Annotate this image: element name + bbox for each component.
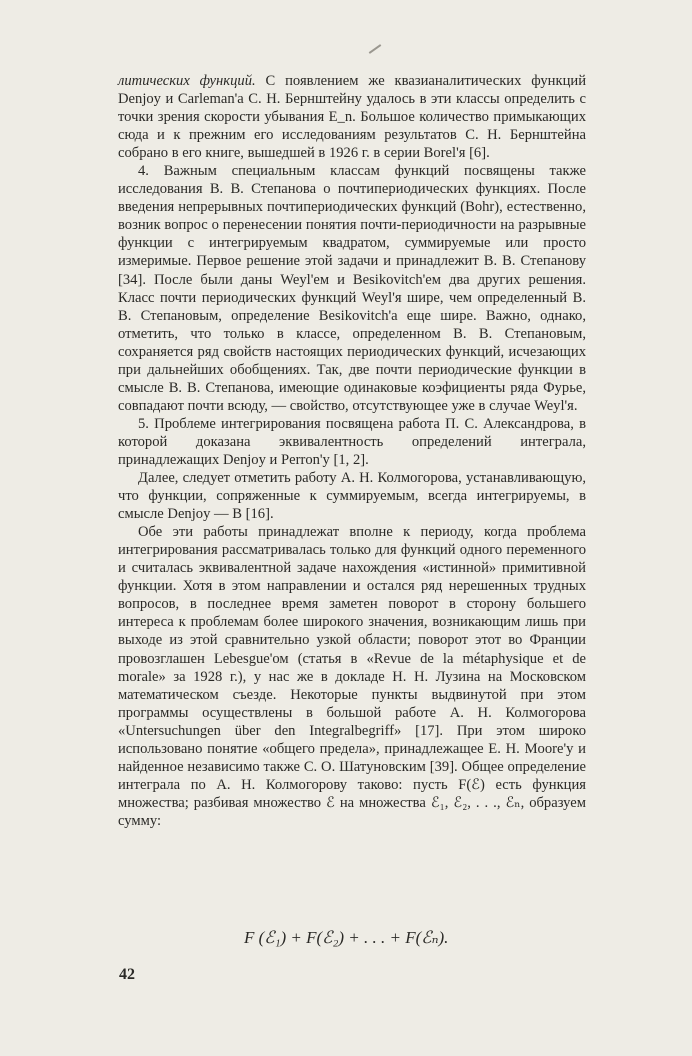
italic-lead: литических функций.	[118, 73, 256, 89]
sum-formula: F (ℰ₁) + F(ℰ₂) + . . . + F(ℰₙ).	[244, 928, 449, 947]
paragraph-section-4: 4. Важным специальным классам функций посвящены также исследования В. В. Степанова о почтипериодических функциях. После введения непрерывных почтипериодических функций (Bohr), естественно, возник вопрос о перенесении понятия почти-периодичности на разрывные функции с интегрируемым квадратом, суммируемые или просто измеримые. Первое решение этой задачи и принадлежит В. В. Степанову [34]. После были даны Weyl'ем и Besikovitch'ем два других решения. Класс почти периодических функций Weyl'я шире, чем определенный В. В. Степановым, определение Besikovitch'a еще шире. Важно, однако, отметить, что только в классе, определенном В. В. Степановым, сохраняется ряд свойств настоящих периодических функций, исчезающих при дальнейших обобщениях. Так, две почти периодические функции в смысле В. В. Степанова, имеющие одинаковые коэфициенты ряда Фурье, совпадают почти всюду, — свойство, отсутствующее уже в случае Weyl'я.	[118, 163, 586, 414]
paragraph-integration-problem: Обе эти работы принадлежат вполне к периоду, когда проблема интегрирования рассматривалась только для функций одного переменного и считалась эквивалентной задаче нахождения «истинной» примитивной функции. Хотя в этом направлении и остался ряд нерешенных трудных вопросов, в последнее время заметен поворот в сторону большего интереса к проблемам более широкого значения, возникающим лишь при выходе из этой сравнительно узкой области; поворот этот во Франции провозглашен Lebesgue'ом (статья в «Revue de la métaphysique et de morale» за 1928 г.), у нас же в докладе Н. Н. Лузина на Московском математическом съезде. Некоторые пункты выдвинутой при этом программы осуществлены в большой работе А. Н. Колмогорова «Untersuchungen über den Integralbegriff» [17]. При этом широко использовано понятие «общего предела», принадлежащее Е. Н. Moore'y и найденное независимо также С. О. Шатуновским [39]. Общее определение интеграла по А. Н. Колмогорову таково: пусть F(ℰ) есть функция множества; разбивая множество ℰ на множества ℰ₁, ℰ₂, . . ., ℰₙ, образуем сумму:	[118, 524, 586, 829]
paragraph-kolmogorov: Далее, следует отметить работу А. Н. Колмогорова, устанавливающую, что функции, сопряженные к суммируемым, всегда интегрируемы, в смысле Denjoy — B [16].	[118, 470, 586, 523]
body-text	[118, 72, 586, 830]
paragraph-continuation: литических функций. С появлением же квазианалитических функций Denjoy и Carleman'a С. Н. Бернштейну удалось в эти классы определить с точки зрения скорости убывания E_n. Большое количество примыкающих сюда и к прежним его исследованиям результатов С. Н. Бернштейна собрано в его книге, вышедшей в 1926 г. в серии Borel'я [6].	[118, 73, 587, 162]
paragraph-section-5: 5. Проблеме интегрирования посвящена работа П. С. Александрова, в которой доказана эквивалентность определений интеграла, принадлежащих Denjoy и Perron'y [1, 2].	[118, 415, 586, 468]
page-number: 42	[119, 966, 135, 983]
pencil-mark	[369, 44, 382, 54]
